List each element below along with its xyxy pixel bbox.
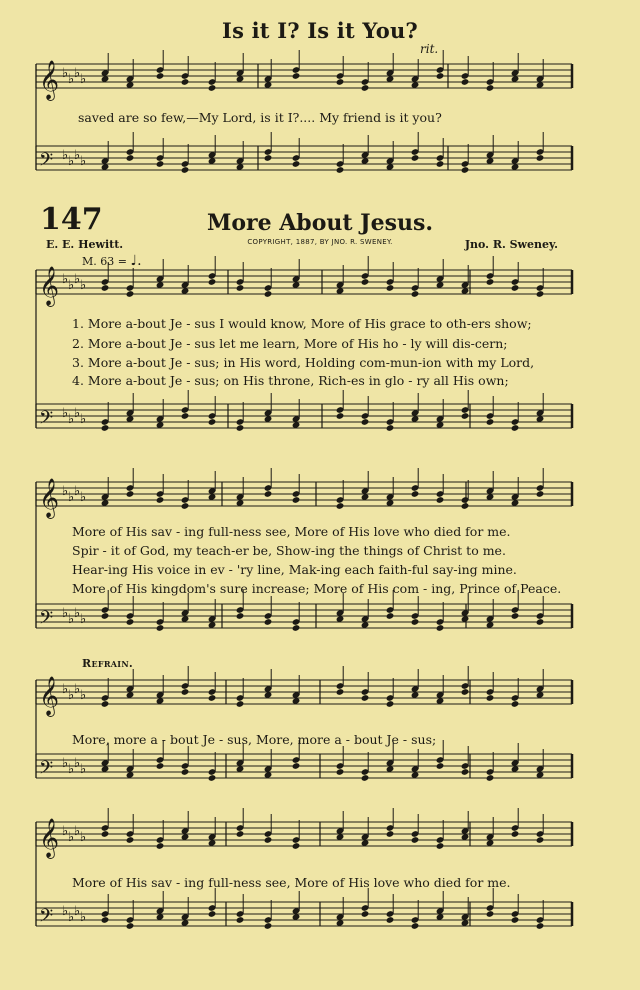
note-head bbox=[536, 490, 545, 498]
note-head bbox=[101, 284, 110, 292]
verse-2-line-1: 2. More a-bout Je - sus let me learn, More of His ho - ly will dis-cern; bbox=[72, 336, 508, 351]
note-head bbox=[461, 412, 470, 420]
note-head bbox=[236, 424, 245, 432]
note-head bbox=[126, 922, 135, 930]
note-head bbox=[208, 418, 217, 426]
treble-clef-icon: 𝄞 bbox=[39, 676, 60, 716]
note-head bbox=[126, 154, 135, 162]
note-head bbox=[411, 154, 420, 162]
flat-icon: ♭ bbox=[74, 824, 81, 839]
note-head bbox=[336, 78, 345, 86]
note-head bbox=[126, 490, 135, 498]
treble-clef-icon: 𝄞 bbox=[39, 60, 60, 100]
note-head bbox=[101, 700, 110, 708]
flat-icon: ♭ bbox=[62, 148, 69, 163]
verse-4-line-1: 4. More a-bout Je - sus; on His throne, Rich-es in glo - ry all His own; bbox=[72, 373, 509, 388]
flat-icon: ♭ bbox=[62, 682, 69, 697]
verse-1-line-1: 1. More a-bout Je - sus I would know, More of His grace to oth-ers show; bbox=[72, 316, 532, 331]
note-head bbox=[411, 836, 420, 844]
verse-3-line-1: 3. More a-bout Je - sus; in His word, Holding com-mun-ion with my Lord, bbox=[72, 355, 535, 370]
note-head bbox=[536, 290, 545, 298]
note-head bbox=[264, 290, 273, 298]
refrain-label: Refrain. bbox=[82, 657, 134, 670]
note-head bbox=[336, 166, 345, 174]
note-head bbox=[264, 922, 273, 930]
treble-clef-icon: 𝄞 bbox=[39, 818, 60, 858]
note-head bbox=[536, 618, 545, 626]
copyright-notice: COPYRIGHT, 1887, BY JNO. R. SWENEY. bbox=[247, 238, 393, 246]
note-head bbox=[101, 424, 110, 432]
flat-icon: ♭ bbox=[68, 762, 75, 777]
flat-icon: ♭ bbox=[74, 272, 81, 287]
note-head bbox=[208, 694, 217, 702]
flat-icon: ♭ bbox=[68, 278, 75, 293]
flat-icon: ♭ bbox=[80, 612, 87, 627]
note-head bbox=[292, 160, 301, 168]
flat-icon: ♭ bbox=[74, 606, 81, 621]
note-head bbox=[411, 290, 420, 298]
note-head bbox=[486, 910, 495, 918]
note-head bbox=[292, 624, 301, 632]
composer-credit: Jno. R. Sweney. bbox=[464, 238, 558, 251]
flat-icon: ♭ bbox=[68, 688, 75, 703]
treble-clef-icon: 𝄞 bbox=[39, 478, 60, 518]
flat-icon: ♭ bbox=[68, 154, 75, 169]
dotted-quarter-note-icon: ♩. bbox=[130, 253, 142, 269]
note-head bbox=[336, 502, 345, 510]
ritardando-mark: rit. bbox=[420, 42, 439, 56]
note-head bbox=[292, 496, 301, 504]
note-head bbox=[411, 618, 420, 626]
bass-clef-icon: 𝄢 bbox=[39, 408, 54, 433]
flat-icon: ♭ bbox=[68, 830, 75, 845]
note-head bbox=[511, 700, 520, 708]
flat-icon: ♭ bbox=[68, 612, 75, 627]
flat-icon: ♭ bbox=[80, 154, 87, 169]
note-head bbox=[461, 78, 470, 86]
note-head bbox=[486, 774, 495, 782]
note-head bbox=[292, 72, 301, 80]
metronome-label: M. 63 = bbox=[82, 255, 127, 268]
refrain-line-1: More, more a - bout Je - sus, More, more a - bout Je - sus; bbox=[72, 732, 437, 747]
note-head bbox=[361, 910, 370, 918]
note-head bbox=[536, 836, 545, 844]
verse-1-line-2: More of His sav - ing full-ness see, More of His love who died for me. bbox=[72, 524, 511, 539]
flat-icon: ♭ bbox=[74, 484, 81, 499]
note-head bbox=[336, 412, 345, 420]
note-head bbox=[101, 916, 110, 924]
note-head bbox=[511, 424, 520, 432]
note-head bbox=[436, 72, 445, 80]
bass-clef-icon: 𝄢 bbox=[39, 906, 54, 931]
note-head bbox=[536, 154, 545, 162]
flat-icon: ♭ bbox=[74, 148, 81, 163]
flat-icon: ♭ bbox=[62, 606, 69, 621]
note-head bbox=[386, 700, 395, 708]
note-head bbox=[336, 768, 345, 776]
flat-icon: ♭ bbox=[80, 490, 87, 505]
note-head bbox=[208, 84, 217, 92]
note-head bbox=[208, 278, 217, 286]
note-head bbox=[486, 418, 495, 426]
note-head bbox=[156, 496, 165, 504]
note-head bbox=[126, 836, 135, 844]
treble-clef-icon: 𝄞 bbox=[39, 266, 60, 306]
flat-icon: ♭ bbox=[74, 66, 81, 81]
note-head bbox=[236, 916, 245, 924]
previous-hymn-lyric: saved are so few,—My Lord, is it I?.... My friend is it you? bbox=[78, 110, 442, 125]
note-head bbox=[156, 624, 165, 632]
bass-clef-icon: 𝄢 bbox=[39, 608, 54, 633]
flat-icon: ♭ bbox=[80, 278, 87, 293]
note-head bbox=[264, 836, 273, 844]
note-head bbox=[236, 284, 245, 292]
note-head bbox=[181, 166, 190, 174]
note-head bbox=[264, 490, 273, 498]
note-head bbox=[126, 618, 135, 626]
note-head bbox=[461, 502, 470, 510]
flat-icon: ♭ bbox=[80, 910, 87, 925]
flat-icon: ♭ bbox=[62, 406, 69, 421]
note-head bbox=[511, 916, 520, 924]
note-head bbox=[181, 688, 190, 696]
note-head bbox=[292, 842, 301, 850]
note-head bbox=[181, 78, 190, 86]
note-head bbox=[156, 160, 165, 168]
flat-icon: ♭ bbox=[62, 272, 69, 287]
note-head bbox=[361, 418, 370, 426]
note-head bbox=[386, 284, 395, 292]
lyricist-credit: E. E. Hewitt. bbox=[46, 238, 124, 251]
note-head bbox=[236, 830, 245, 838]
note-head bbox=[181, 412, 190, 420]
note-head bbox=[361, 278, 370, 286]
flat-icon: ♭ bbox=[62, 824, 69, 839]
note-head bbox=[156, 842, 165, 850]
note-head bbox=[156, 72, 165, 80]
note-head bbox=[536, 922, 545, 930]
flat-icon: ♭ bbox=[62, 756, 69, 771]
note-head bbox=[156, 762, 165, 770]
flat-icon: ♭ bbox=[62, 484, 69, 499]
note-head bbox=[361, 774, 370, 782]
note-head bbox=[436, 496, 445, 504]
note-head bbox=[436, 762, 445, 770]
verse-2-line-2: Spir - it of God, my teach-er be, Show-ing the things of Christ to me. bbox=[72, 543, 506, 558]
flat-icon: ♭ bbox=[74, 682, 81, 697]
note-head bbox=[461, 688, 470, 696]
flat-icon: ♭ bbox=[68, 490, 75, 505]
note-head bbox=[461, 166, 470, 174]
note-head bbox=[336, 688, 345, 696]
note-head bbox=[386, 612, 395, 620]
hymn-title: More About Jesus. bbox=[206, 210, 434, 236]
hymn-number: 147 bbox=[40, 202, 103, 237]
note-head bbox=[236, 612, 245, 620]
note-head bbox=[101, 830, 110, 838]
note-head bbox=[386, 830, 395, 838]
flat-icon: ♭ bbox=[74, 756, 81, 771]
note-head bbox=[436, 842, 445, 850]
note-head bbox=[486, 278, 495, 286]
flat-icon: ♭ bbox=[80, 830, 87, 845]
flat-icon: ♭ bbox=[80, 72, 87, 87]
note-head bbox=[264, 154, 273, 162]
note-head bbox=[436, 160, 445, 168]
bass-clef-icon: 𝄢 bbox=[39, 150, 54, 175]
note-head bbox=[511, 612, 520, 620]
bass-clef-icon: 𝄢 bbox=[39, 758, 54, 783]
refrain-line-2: More of His sav - ing full-ness see, More of His love who died for me. bbox=[72, 875, 511, 890]
flat-icon: ♭ bbox=[74, 904, 81, 919]
note-head bbox=[208, 910, 217, 918]
flat-icon: ♭ bbox=[80, 688, 87, 703]
note-head bbox=[486, 84, 495, 92]
flat-icon: ♭ bbox=[80, 762, 87, 777]
note-head bbox=[361, 694, 370, 702]
note-head bbox=[264, 618, 273, 626]
note-head bbox=[411, 490, 420, 498]
note-head bbox=[461, 768, 470, 776]
note-head bbox=[101, 612, 110, 620]
flat-icon: ♭ bbox=[62, 66, 69, 81]
note-head bbox=[181, 502, 190, 510]
note-head bbox=[386, 916, 395, 924]
note-head bbox=[411, 922, 420, 930]
flat-icon: ♭ bbox=[68, 910, 75, 925]
verse-3-line-2: Hear-ing His voice in ev - 'ry line, Mak-ing each faith-ful say-ing mine. bbox=[72, 562, 517, 577]
flat-icon: ♭ bbox=[62, 904, 69, 919]
note-head bbox=[386, 424, 395, 432]
note-head bbox=[208, 774, 217, 782]
note-head bbox=[292, 762, 301, 770]
flat-icon: ♭ bbox=[74, 406, 81, 421]
note-head bbox=[511, 284, 520, 292]
verse-4-line-2: More of His kingdom's sure increase; More of His com - ing, Prince of Peace. bbox=[72, 581, 562, 596]
flat-icon: ♭ bbox=[80, 412, 87, 427]
note-head bbox=[486, 694, 495, 702]
flat-icon: ♭ bbox=[68, 72, 75, 87]
note-head bbox=[236, 700, 245, 708]
previous-hymn-title: Is it I? Is it You? bbox=[222, 18, 418, 43]
note-head bbox=[436, 624, 445, 632]
note-head bbox=[361, 84, 370, 92]
flat-icon: ♭ bbox=[68, 412, 75, 427]
note-head bbox=[181, 768, 190, 776]
note-head bbox=[511, 830, 520, 838]
note-head bbox=[126, 290, 135, 298]
